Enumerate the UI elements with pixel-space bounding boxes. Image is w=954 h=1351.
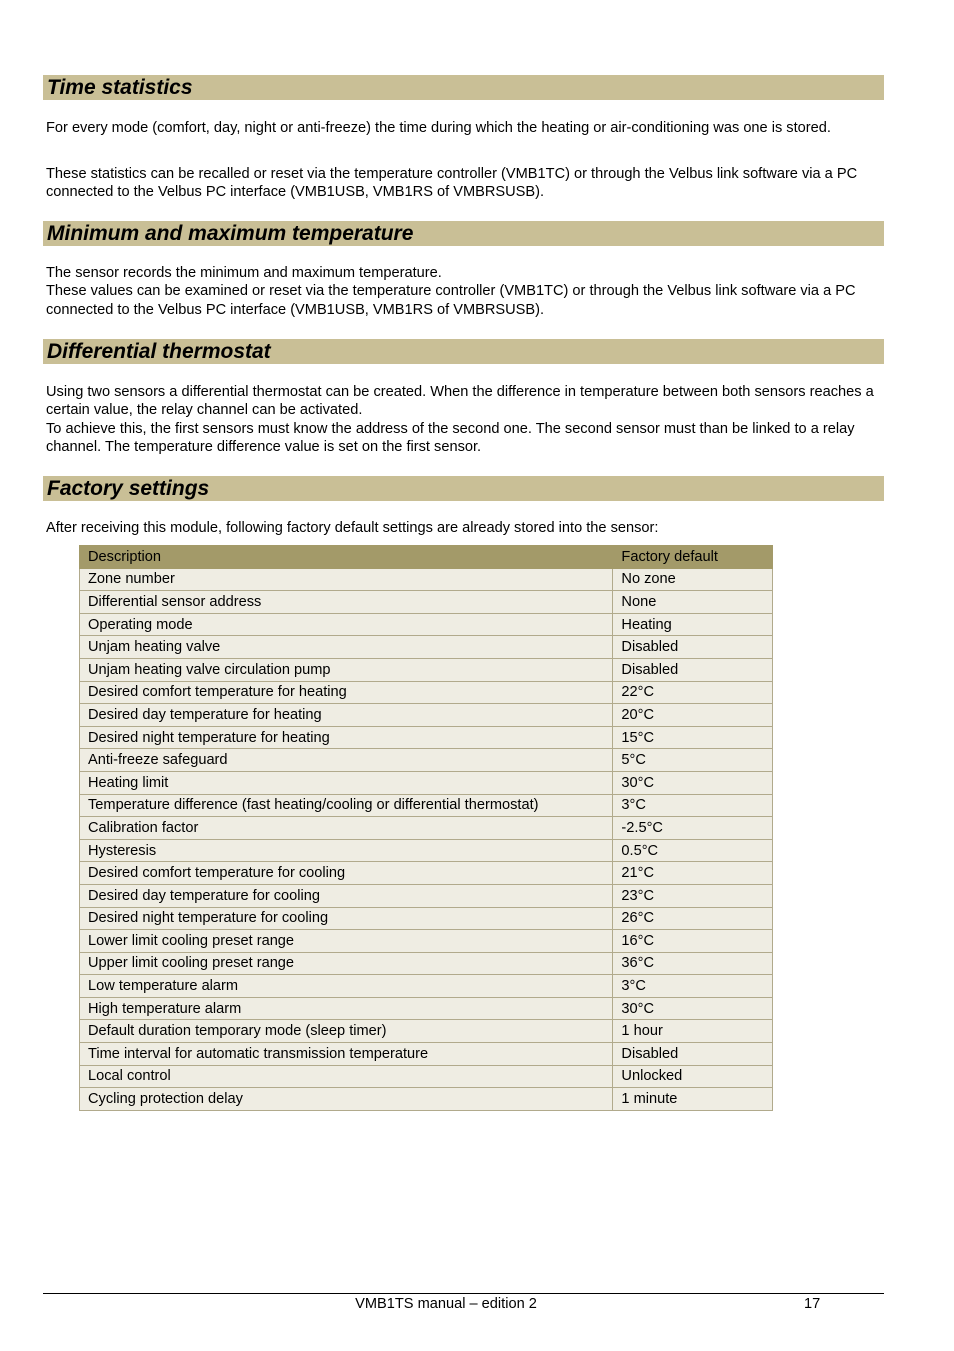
table-row — [80, 907, 773, 930]
table-cell-factory-default: 0.5°C — [613, 839, 773, 862]
table-row — [80, 726, 773, 749]
table-row — [80, 1088, 773, 1111]
table-cell-factory-default: 23°C — [613, 884, 773, 907]
table-cell-factory-default: Heating — [613, 613, 773, 636]
footer-divider — [43, 1293, 884, 1294]
table-cell-description: Upper limit cooling preset range — [80, 952, 613, 975]
table-cell-factory-default: 36°C — [613, 952, 773, 975]
heading-time-statistics: Time statistics — [43, 75, 884, 100]
table-cell-description: Desired comfort temperature for cooling — [80, 862, 613, 885]
table-row — [80, 636, 773, 659]
factory-settings-intro: After receiving this module, following factory default settings are already stored into the sensor: — [46, 520, 659, 536]
table-row — [80, 997, 773, 1020]
table-row — [80, 884, 773, 907]
table-cell-description: Desired night temperature for heating — [80, 726, 613, 749]
table-row — [80, 817, 773, 840]
table-cell-description: Desired comfort temperature for heating — [80, 681, 613, 704]
table-cell-factory-default: 21°C — [613, 862, 773, 885]
table-cell-description: Calibration factor — [80, 817, 613, 840]
table-row — [80, 613, 773, 636]
table-row — [80, 1043, 773, 1066]
table-row — [80, 839, 773, 862]
table-cell-factory-default: 20°C — [613, 704, 773, 727]
table-cell-factory-default: 3°C — [613, 975, 773, 998]
table-cell-factory-default: Disabled — [613, 1043, 773, 1066]
table-cell-description: Local control — [80, 1065, 613, 1088]
table-cell-factory-default: 1 minute — [613, 1088, 773, 1111]
table-header-factory-default: Factory default — [613, 546, 773, 569]
differential-paragraph — [46, 383, 886, 457]
table-cell-factory-default: Disabled — [613, 636, 773, 659]
table-row — [80, 794, 773, 817]
table-cell-factory-default: None — [613, 591, 773, 614]
table-cell-factory-default: 30°C — [613, 771, 773, 794]
table-row — [80, 749, 773, 772]
differential-line-1: Using two sensors a differential thermostat can be created. When the difference in temperature between both sensors reaches a certain value, the relay channel can be activated. — [46, 384, 874, 419]
table-cell-factory-default: 15°C — [613, 726, 773, 749]
table-cell-description: Unjam heating valve — [80, 636, 613, 659]
table-header-description: Description — [80, 546, 613, 569]
heading-factory-settings: Factory settings — [43, 476, 884, 501]
table-cell-description: Anti-freeze safeguard — [80, 749, 613, 772]
table-cell-description: Time interval for automatic transmission temperature — [80, 1043, 613, 1066]
time-statistics-paragraph-2: These statistics can be recalled or reset via the temperature controller (VMB1TC) or through the Velbus link software via a PC connected to the Velbus PC interface (VMB1USB, VMB1RS of VMBRSUSB). — [46, 166, 858, 201]
table-cell-factory-default: Unlocked — [613, 1065, 773, 1088]
table-header-row — [80, 546, 773, 569]
table-cell-factory-default: 1 hour — [613, 1020, 773, 1043]
table-cell-factory-default: 22°C — [613, 681, 773, 704]
table-cell-factory-default: 16°C — [613, 930, 773, 953]
table-cell-description: Heating limit — [80, 771, 613, 794]
table-cell-factory-default: 3°C — [613, 794, 773, 817]
table-row — [80, 1065, 773, 1088]
table-row — [80, 681, 773, 704]
table-cell-description: Hysteresis — [80, 839, 613, 862]
factory-defaults-table — [79, 545, 773, 1111]
table-cell-description: Operating mode — [80, 613, 613, 636]
table-cell-factory-default: 26°C — [613, 907, 773, 930]
table-cell-description: Temperature difference (fast heating/cooling or differential thermostat) — [80, 794, 613, 817]
table-row — [80, 952, 773, 975]
table-cell-description: Desired night temperature for cooling — [80, 907, 613, 930]
table-cell-factory-default: No zone — [613, 568, 773, 591]
table-row — [80, 658, 773, 681]
table-cell-description: Low temperature alarm — [80, 975, 613, 998]
heading-min-max-temperature: Minimum and maximum temperature — [43, 221, 884, 246]
table-cell-factory-default: 30°C — [613, 997, 773, 1020]
table-cell-description: Cycling protection delay — [80, 1088, 613, 1111]
table-row — [80, 704, 773, 727]
table-row — [80, 1020, 773, 1043]
table-cell-description: Lower limit cooling preset range — [80, 930, 613, 953]
differential-line-2: To achieve this, the first sensors must know the address of the second one. The second sensor must than be linked to a relay channel. The temperature difference value is set on the first sensor. — [46, 420, 855, 456]
table-cell-description: Unjam heating valve circulation pump — [80, 658, 613, 681]
table-cell-description: Zone number — [80, 568, 613, 591]
table-row — [80, 930, 773, 953]
table-row — [80, 862, 773, 885]
time-statistics-paragraph-1: For every mode (comfort, day, night or anti-freeze) the time during which the heating or air-conditioning was one is stored. — [46, 120, 831, 136]
table-cell-factory-default: 5°C — [613, 749, 773, 772]
table-row — [80, 975, 773, 998]
table-cell-factory-default: Disabled — [613, 658, 773, 681]
table-cell-description: Default duration temporary mode (sleep timer) — [80, 1020, 613, 1043]
table-cell-description: High temperature alarm — [80, 997, 613, 1020]
min-max-line-1: The sensor records the minimum and maximum temperature. — [46, 265, 442, 281]
table-row — [80, 591, 773, 614]
table-cell-description: Desired day temperature for cooling — [80, 884, 613, 907]
table-row — [80, 568, 773, 591]
min-max-line-2: These values can be examined or reset via the temperature controller (VMB1TC) or through the Velbus link software via a PC connected to the Velbus PC interface (VMB1USB, VMB1RS of VMBRSUSB). — [46, 283, 856, 318]
footer-title: VMB1TS manual – edition 2 — [355, 1296, 537, 1312]
table-cell-description: Desired day temperature for heating — [80, 704, 613, 727]
table-row — [80, 771, 773, 794]
heading-differential-thermostat: Differential thermostat — [43, 339, 884, 364]
table-cell-description: Differential sensor address — [80, 591, 613, 614]
table-cell-factory-default: -2.5°C — [613, 817, 773, 840]
footer-page-number: 17 — [804, 1296, 821, 1312]
min-max-paragraph — [46, 264, 886, 319]
